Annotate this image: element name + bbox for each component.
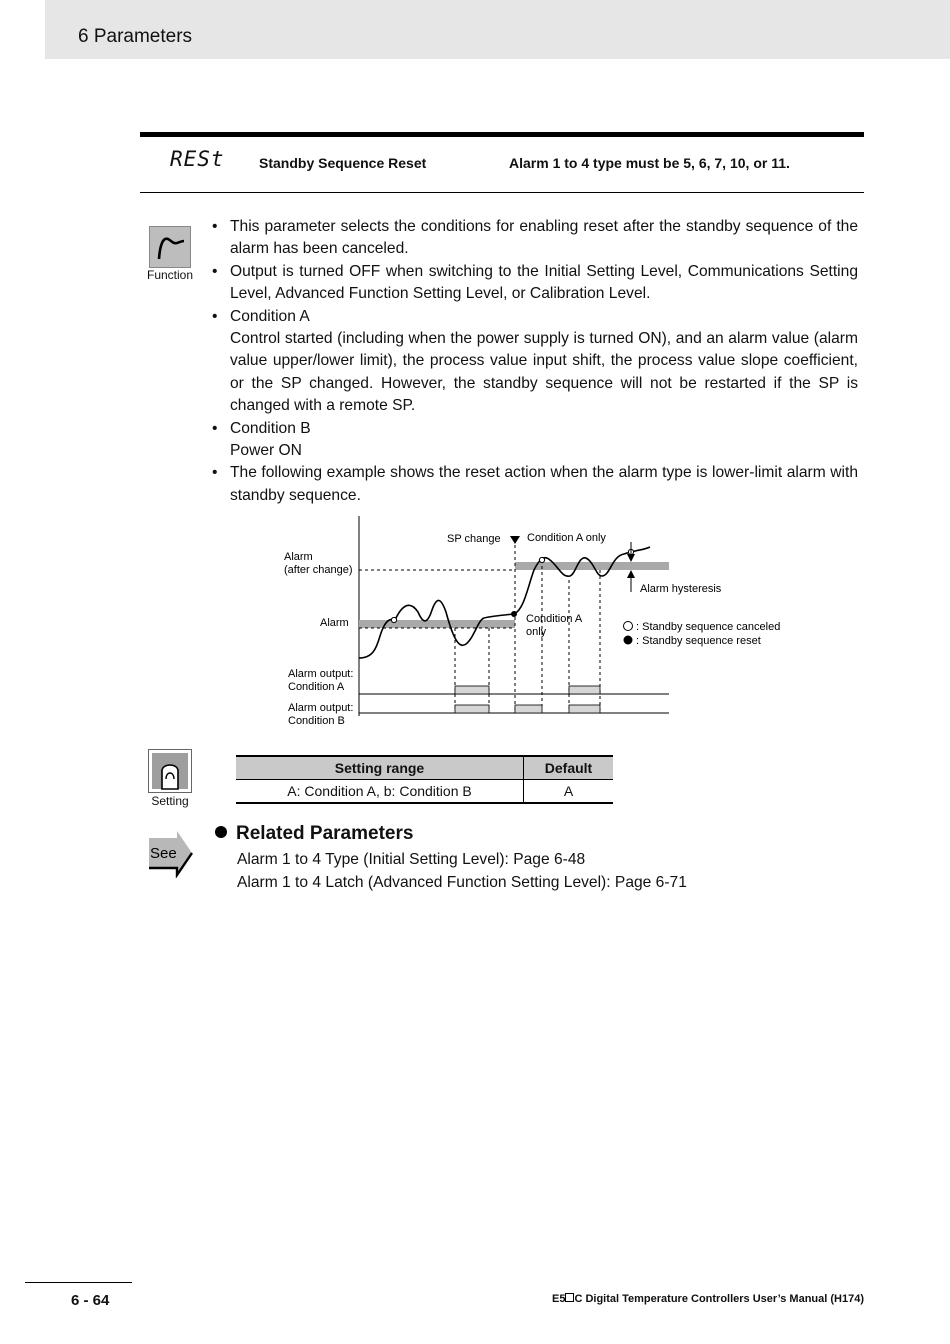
function-icon [149, 226, 191, 268]
page-number: 6 - 64 [71, 1292, 110, 1309]
bullet-item: • Condition A Control started (including when the power supply is turned ON), and an alarm value (alarm value upper/lower limit), the process value input shift, the process value slope coefficient, or the SP changed. However, the standby sequence will not be restarted if the SP is changed with a remote SP. [212, 306, 858, 418]
bullet-item: • This parameter selects the conditions for enabling reset after the standby sequence of the alarm has been canceled. [212, 216, 858, 261]
section-rule [140, 192, 864, 193]
label-alarm-after-change-2: (after change) [284, 564, 353, 576]
see-label: See [150, 845, 177, 862]
page-header-title: 6 Parameters [78, 26, 193, 47]
label-condition-a-only-mid-2: only [526, 626, 547, 638]
label-alarm-after-change: Alarm [284, 551, 313, 563]
parameter-condition: Alarm 1 to 4 type must be 5, 6, 7, 10, or 11. [509, 155, 790, 171]
label-output-a-2: Condition A [288, 681, 345, 693]
legend-standby-canceled: : Standby sequence canceled [636, 621, 781, 633]
manual-title: E5 C Digital Temperature Controllers User’s Manual (H174) [551, 1293, 864, 1305]
bullet-item: • The following example shows the reset action when the alarm type is lower-limit alarm with standby sequence. [212, 462, 858, 507]
setting-icon [148, 749, 192, 793]
setting-caption: Setting [151, 794, 189, 808]
parameter-display-code: RESt [170, 147, 225, 171]
header-setting-range: Setting range [236, 756, 524, 780]
label-output-a: Alarm output: [288, 668, 354, 680]
legend-standby-reset: : Standby sequence reset [636, 635, 761, 647]
footer-rule [25, 1282, 132, 1283]
setting-table [236, 755, 613, 804]
related-link-alarm-type[interactable]: Alarm 1 to 4 Type (Initial Setting Level): Page 6-48 [237, 851, 586, 868]
related-link-alarm-latch[interactable]: Alarm 1 to 4 Latch (Advanced Function Setting Level): Page 6-71 [237, 874, 687, 891]
related-parameters-title: Related Parameters [215, 823, 413, 845]
label-sp-change: SP change [447, 533, 501, 545]
parameter-name: Standby Sequence Reset [259, 155, 427, 171]
default-value: A [524, 780, 614, 804]
setting-range-value: A: Condition A, b: Condition B [236, 780, 524, 804]
bullet-item: • Output is turned OFF when switching to the Initial Setting Level, Communications Setting Level, Advanced Function Setting Level, or Calibration Level. [212, 261, 858, 306]
label-output-b: Alarm output: [288, 702, 354, 714]
label-alarm-hysteresis: Alarm hysteresis [640, 583, 722, 595]
label-condition-a-only-mid: Condition A [526, 613, 583, 625]
label-output-b-2: Condition B [288, 715, 345, 727]
label-alarm: Alarm [320, 617, 349, 629]
standby-sequence-timing-diagram [270, 510, 800, 735]
function-bullets [212, 216, 858, 507]
see-arrow-icon [147, 830, 195, 883]
header-default: Default [524, 756, 614, 780]
label-condition-a-only-top: Condition A only [527, 532, 606, 544]
bullet-dot-icon [215, 826, 227, 838]
function-caption: Function [146, 268, 194, 282]
top-rule [140, 132, 864, 137]
bullet-item: • Condition B Power ON [212, 418, 858, 463]
